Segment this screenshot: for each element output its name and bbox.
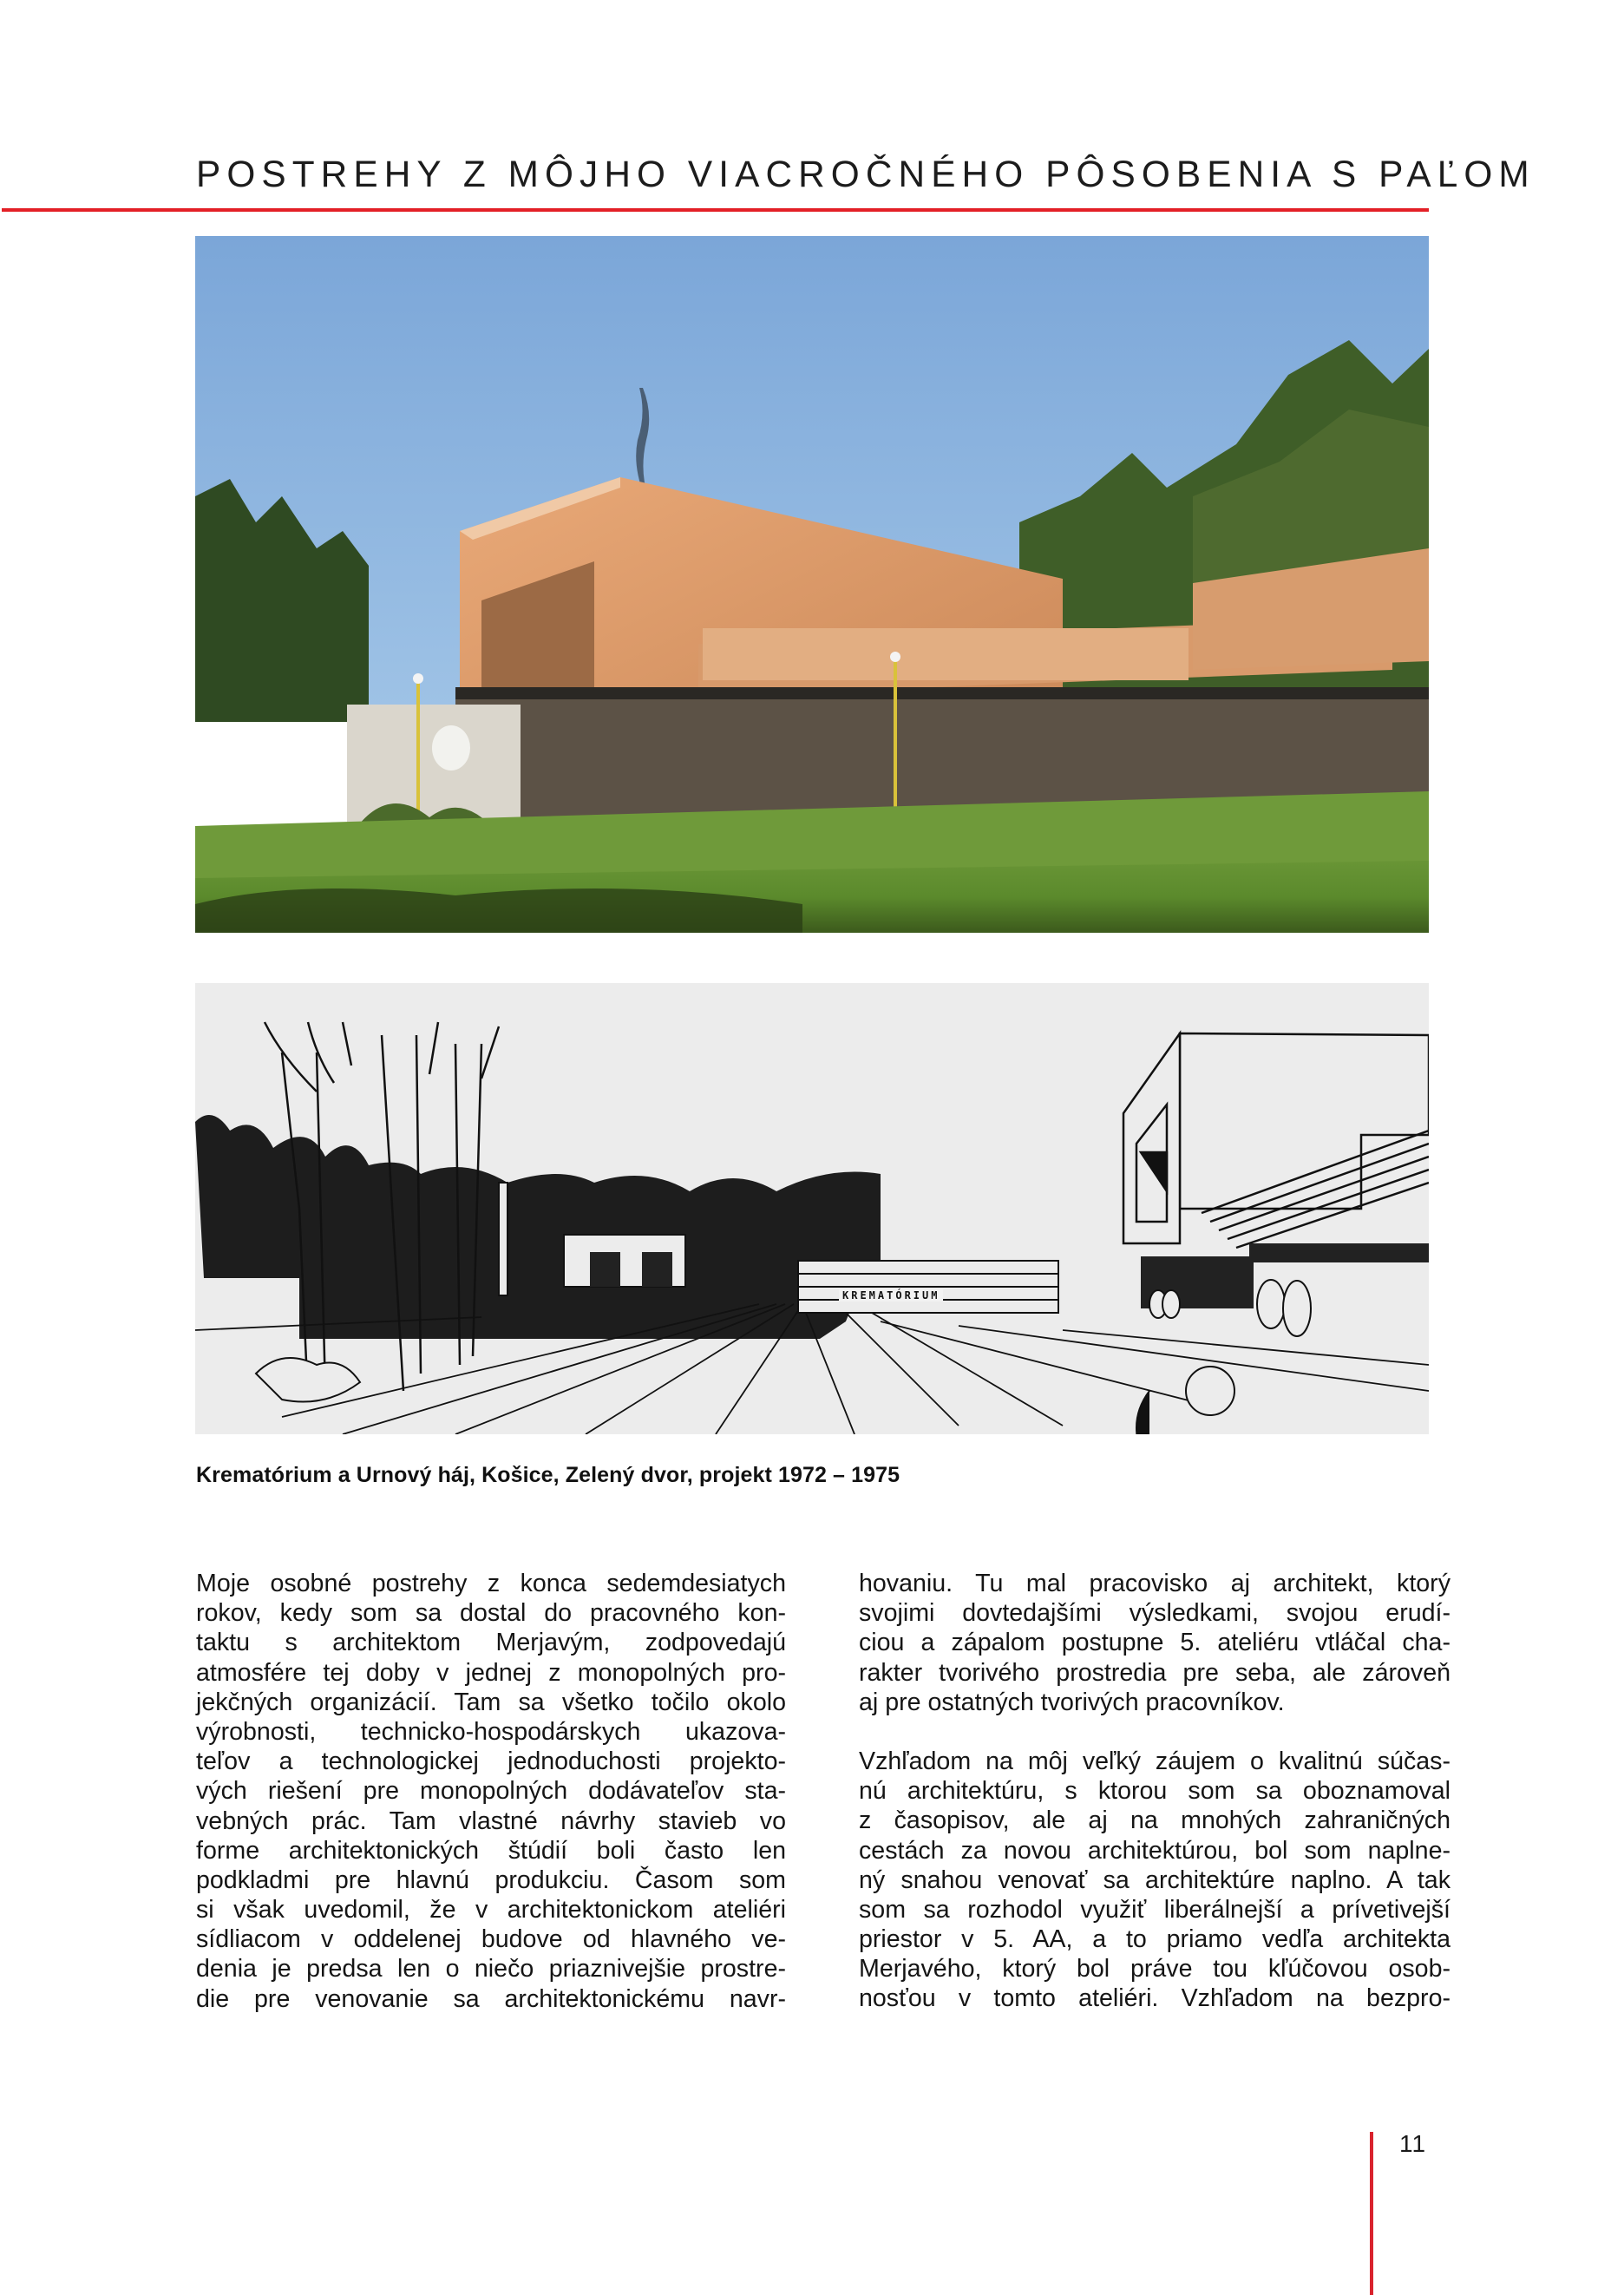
body-column-left: [196, 1569, 786, 2014]
text-line: Moje osobné postrehy z konca sedemdesiatych: [196, 1570, 786, 1597]
text-line: cestách za novou architektúrou, bol som naplne-: [859, 1836, 1450, 1865]
text-line: nosťou v tomto ateliéri. Vzhľadom na bezpro-: [859, 1984, 1450, 2013]
text-line: Vzhľadom na môj veľký záujem o kvalitnú súčas-: [859, 1747, 1450, 1775]
text-line: die pre venovanie sa architektonickému navr-: [196, 1984, 786, 2013]
header-divider: [2, 208, 1429, 212]
body-column-right: [859, 1569, 1450, 2014]
drawing-sign-text: KREMATÓRIUM: [839, 1289, 943, 1302]
text-line: atmosfére tej doby v jednej z monopolných pro-: [196, 1658, 786, 1687]
page-header-title: POSTREHY Z MÔJHO VIACROČNÉHO PÔSOBENIA S PAĽOM: [196, 154, 1536, 195]
text-line: som sa rozhodol využiť liberálnejší a prívetivejší: [859, 1895, 1450, 1924]
footer-accent-rule: [1370, 2132, 1373, 2295]
drawing-entry-pavilion: [798, 1261, 1058, 1313]
text-line: priestor v 5. AA, a to priamo vedľa architekta: [859, 1925, 1450, 1954]
drawing-foliage: [195, 1115, 881, 1339]
text-line: jekčných organizácií. Tam sa všetko točilo okolo: [196, 1688, 786, 1716]
text-line: si však uvedomil, že v architektonickom ateliéri: [196, 1896, 786, 1925]
page-number: 11: [1399, 2130, 1427, 2157]
text-line: rokov, kedy som sa dostal do pracovného kon-: [196, 1599, 786, 1628]
photo-illustration: [195, 236, 1429, 933]
drawing-main-building: [1123, 1033, 1429, 1308]
text-line: svojimi dovtedajšími výsledkami, svojou erudí-: [859, 1599, 1450, 1628]
text-line: denia je predsa len o niečo priaznivejšie prostre-: [196, 1955, 786, 1984]
text-line: ný snahou venovať sa architektúre naplno. A tak: [859, 1866, 1450, 1894]
text-line: ciou a zápalom postupne 5. ateliéru vtláčal cha-: [859, 1629, 1450, 1657]
text-line: z časopisov, ale aj na mnohých zahraničných: [859, 1806, 1450, 1835]
crematorium-drawing: [195, 983, 1429, 1434]
figure-caption: Krematórium a Urnový háj, Košice, Zelený dvor, projekt 1972 – 1975: [196, 1463, 900, 1487]
text-line: aj pre ostatných tvorivých pracovníkov.: [859, 1688, 1285, 1716]
drawing-rocks: [256, 1358, 360, 1402]
text-line: rakter tvorivého prostredia pre seba, ale zároveň: [859, 1658, 1450, 1687]
text-line: taktu s architektom Merjavým, zodpovedajú: [196, 1629, 786, 1657]
text-line: Merjavého, ktorý bol práve tou kľúčovou osob-: [859, 1955, 1450, 1984]
drawing-illustration: [195, 983, 1429, 1434]
text-line: teľov a technologickej jednoduchosti projekto-: [196, 1747, 786, 1776]
crematorium-photo: [195, 236, 1429, 933]
text-line: vebných prác. Tam vlastné návrhy stavieb vo: [196, 1806, 786, 1835]
text-line: hovaniu. Tu mal pracovisko aj architekt, ktorý: [859, 1570, 1450, 1597]
tree-shadow: [195, 888, 802, 933]
text-line: podkladmi pre hlavnú produkciu. Časom som: [196, 1866, 786, 1894]
text-line: sídliacom v oddelenej budove od hlavného ve-: [196, 1925, 786, 1954]
paragraph-gap: [859, 1717, 1450, 1747]
text-line: výrobnosti, technicko-hospodárskych ukazova-: [196, 1717, 786, 1746]
text-line: vých riešení pre monopolných dodávateľov sta-: [196, 1777, 786, 1806]
text-line: nú architektúru, s ktorou som sa oboznamoval: [859, 1777, 1450, 1806]
text-line: forme architektonických štúdií boli často len: [196, 1836, 786, 1865]
